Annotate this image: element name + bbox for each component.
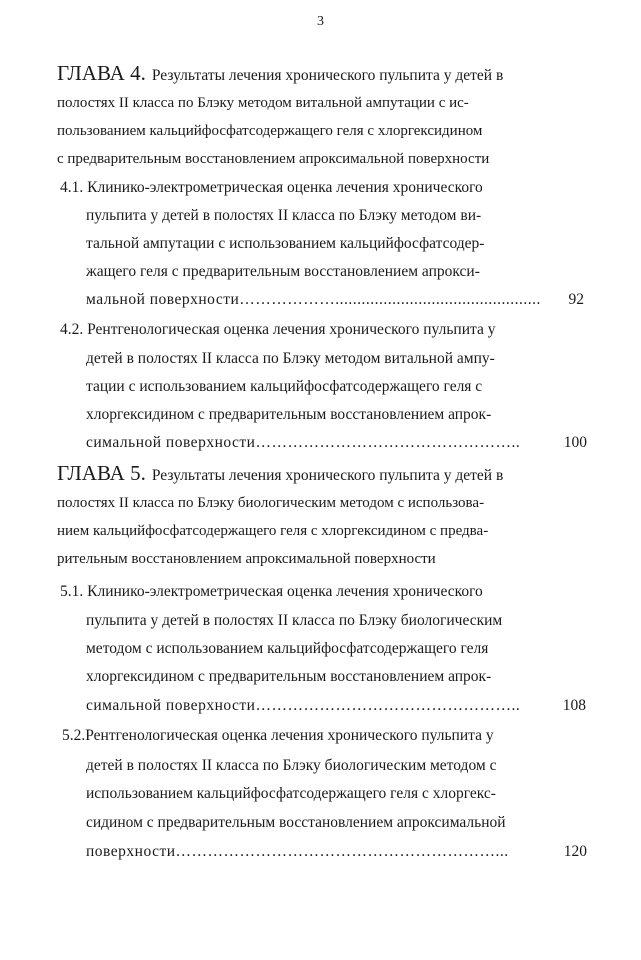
chapter5-label: ГЛАВА 5. [57, 461, 146, 485]
sec52-line-1: 5.2.Рентгенологическая оценка лечения хронического пульпита у [62, 727, 494, 744]
chapter4-title-line-4: с предварительным восстановлением апроксимальной поверхности [57, 151, 490, 167]
sec51-line-2: пульпита у детей в полостях II класса по Блэку биологическим [86, 612, 503, 629]
chapter4-title-line-2: полостях II класса по Блэку методом витальной ампутации с ис- [57, 95, 469, 111]
chapter4-label: ГЛАВА 4. [57, 61, 146, 85]
sec41-page-ref: 92 [568, 291, 584, 308]
sec52-page-ref: 120 [563, 843, 587, 860]
sec51-line-5: симальной поверхности………………………………………….. [86, 697, 521, 714]
sec51-line-3: методом с использованием кальцийфосфатсодержащего геля [86, 640, 489, 657]
chapter4-title-line-3: пользованием кальцийфосфатсодержащего геля с хлоргексидином [57, 123, 483, 139]
sec52-line-5: поверхности……………………………………………………... [86, 843, 509, 860]
sec41-line-3: тальной ампутации с использованием кальцийфосфатсодер- [86, 235, 485, 252]
sec42-line-3: тации с использованием кальцийфосфатсодержащего геля с [86, 378, 483, 395]
sec42-page-ref: 100 [563, 434, 587, 451]
chapter5-title-line-3: нием кальцийфосфатсодержащего геля с хлоргексидином с предва- [57, 523, 489, 539]
sec41-line-1: 4.1. Клинико-электрометрическая оценка лечения хронического [60, 179, 483, 196]
sec51-line-4: хлоргексидином с предварительным восстановлением апрок- [86, 668, 492, 685]
chapter5-title-line-4: рительным восстановлением апроксимальной поверхности [57, 551, 436, 567]
chapter5-heading [57, 462, 503, 486]
sec51-page-ref: 108 [562, 697, 586, 714]
sec41-line-4: жащего геля с предварительным восстановлением апрокси- [86, 263, 480, 280]
chapter4-heading [57, 62, 503, 86]
sec41-line-5: мальной поверхности………………............................................... [86, 291, 541, 308]
page-number: 3 [317, 14, 324, 29]
sec51-line-1: 5.1. Клинико-электрометрическая оценка лечения хронического [60, 583, 483, 600]
sec42-line-1: 4.2. Рентгенологическая оценка лечения хронического пульпита у [60, 321, 496, 338]
sec42-line-4: хлоргексидином с предварительным восстановлением апрок- [86, 406, 492, 423]
chapter5-title-line-1: Результаты лечения хронического пульпита у детей в [151, 467, 504, 484]
sec42-line-2: детей в полостях II класса по Блэку методом витальной ампу- [86, 350, 495, 367]
sec52-line-4: сидином с предварительным восстановлением апроксимальной [86, 814, 506, 831]
sec52-line-2: детей в полостях II класса по Блэку биологическим методом с [86, 757, 497, 774]
sec41-line-2: пульпита у детей в полостях II класса по Блэку методом ви- [86, 207, 482, 224]
chapter5-title-line-2: полостях II класса по Блэку биологическим методом с использова- [57, 495, 485, 511]
sec52-line-3: использованием кальцийфосфатсодержащего геля с хлоргекс- [86, 785, 496, 802]
sec42-line-5: симальной поверхности………………………………………….. [86, 434, 521, 451]
chapter4-title-line-1: Результаты лечения хронического пульпита у детей в [151, 67, 504, 84]
